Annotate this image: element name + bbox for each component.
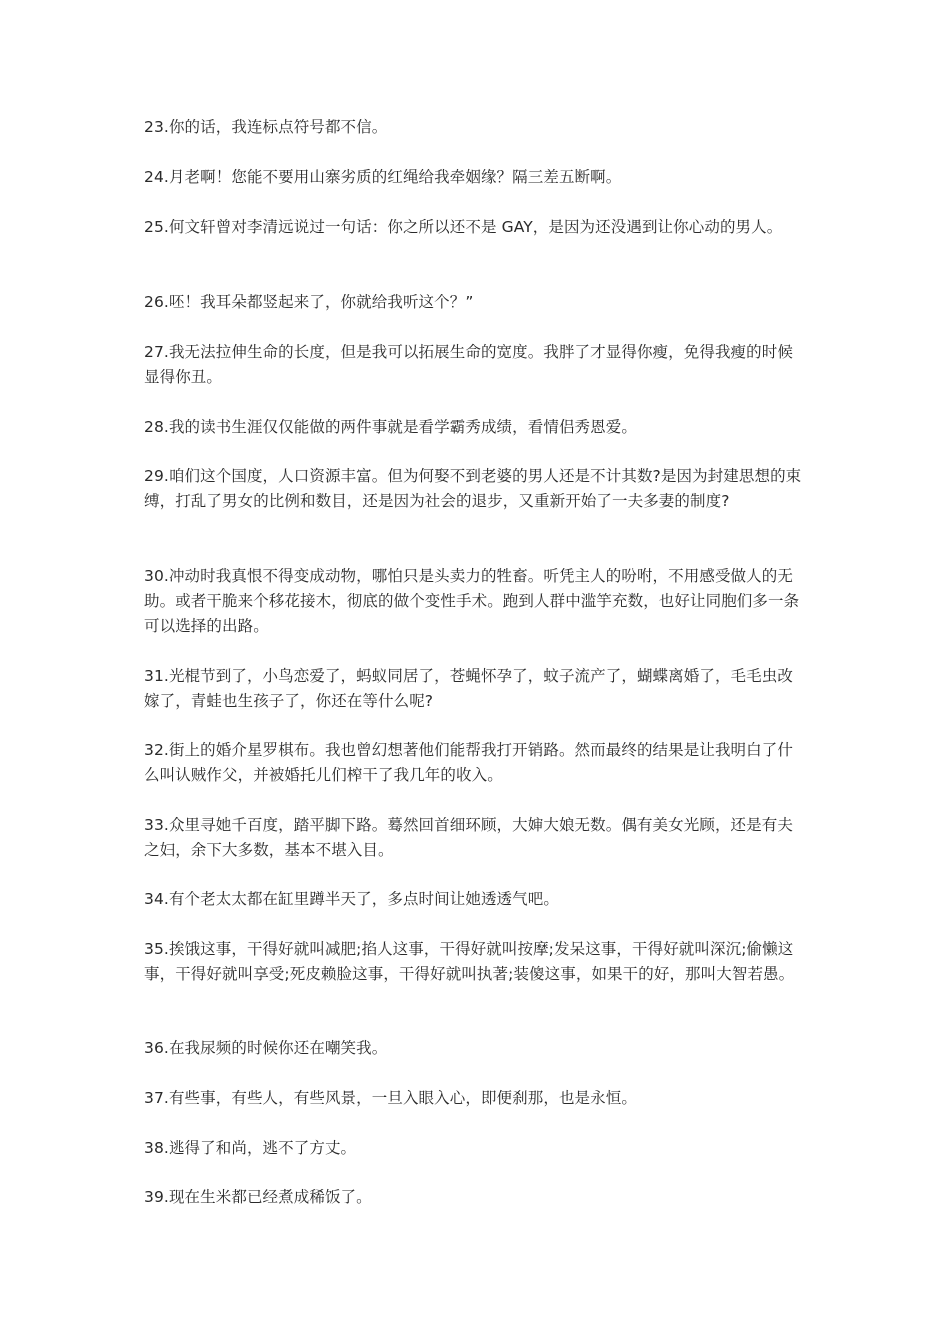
paragraph-39: 39.现在生米都已经煮成稀饭了。 [144, 1188, 372, 1206]
paragraph-24: 24.月老啊！您能不要用山寨劣质的红绳给我牵姻缘？隔三差五断啊。 [144, 168, 622, 186]
paragraph-28: 28.我的读书生涯仅仅能做的两件事就是看学霸秀成绩，看情侣秀恩爱。 [144, 418, 637, 436]
paragraph-31: 31.光棍节到了，小鸟恋爱了，蚂蚁同居了，苍蝇怀孕了，蚊子流产了，蝴蝶离婚了，毛毛虫改嫁了，青蛙也生孩子了，你还在等什么呢? [144, 667, 793, 710]
paragraph-29: 29.咱们这个国度，人口资源丰富。但为何娶不到老婆的男人还是不计其数?是因为封建思想的束缚，打乱了男女的比例和数目，还是因为社会的退步，又重新开始了一夫多妻的制度? [144, 467, 802, 510]
paragraph-38: 38.逃得了和尚，逃不了方丈。 [144, 1139, 357, 1157]
paragraph-25: 25.何文轩曾对李清远说过一句话：你之所以还不是 GAY，是因为还没遇到让你心动的男人。 [144, 218, 783, 236]
paragraph-26: 26.呸！我耳朵都竖起来了，你就给我听这个？” [144, 293, 474, 311]
paragraph-27: 27.我无法拉伸生命的长度，但是我可以拓展生命的宽度。我胖了才显得你瘦，免得我瘦的时候显得你丑。 [144, 343, 793, 386]
paragraph-33: 33.众里寻她千百度，踏平脚下路。蓦然回首细环顾，大婶大娘无数。偶有美女光顾，还是有夫之妇，余下大多数，基本不堪入目。 [144, 816, 793, 859]
paragraph-30: 30.冲动时我真恨不得变成动物，哪怕只是头卖力的牲畜。听凭主人的吩咐，不用感受做人的无助。或者干脆来个移花接木，彻底的做个变性手术。跑到人群中滥竽充数，也好让同胞们多一条可以选择的出路。 [144, 567, 800, 635]
paragraph-36: 36.在我尿频的时候你还在嘲笑我。 [144, 1039, 388, 1057]
paragraph-34: 34.有个老太太都在缸里蹲半天了，多点时间让她透透气吧。 [144, 890, 559, 908]
paragraph-37: 37.有些事，有些人，有些风景，一旦入眼入心，即便刹那，也是永恒。 [144, 1089, 637, 1107]
paragraph-32: 32.街上的婚介星罗棋布。我也曾幻想著他们能帮我打开销路。然而最终的结果是让我明白了什么叫认贼作父，并被婚托儿们榨干了我几年的收入。 [144, 741, 793, 784]
paragraph-23: 23.你的话，我连标点符号都不信。 [144, 118, 388, 136]
paragraph-35: 35.挨饿这事，干得好就叫减肥;掐人这事，干得好就叫按摩;发呆这事，干得好就叫深沉;偷懒这事，干得好就叫享受;死皮赖脸这事，干得好就叫执著;装傻这事，如果干的好，那叫大智若愚。 [144, 940, 795, 983]
